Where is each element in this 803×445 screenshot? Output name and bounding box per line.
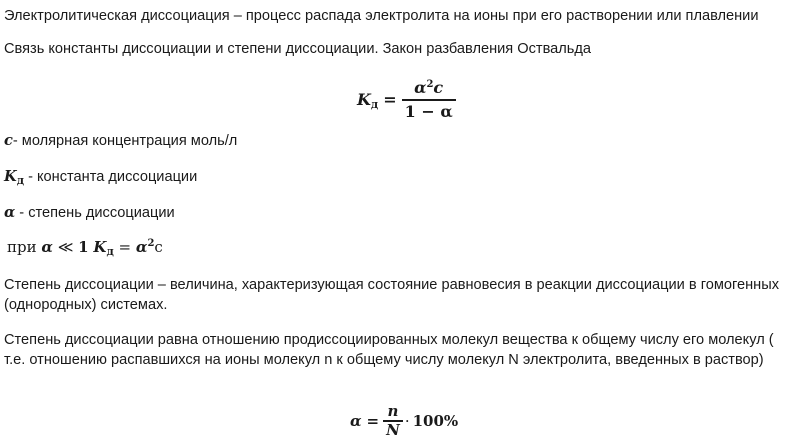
approx-k: $K_д$ xyxy=(93,238,114,258)
degree-dot: · xyxy=(404,411,410,430)
approx-rhs-var: с xyxy=(154,238,163,256)
legend-c xyxy=(4,131,237,151)
approx-relation: ≪ xyxy=(52,238,79,256)
approx-prefix: при xyxy=(7,238,42,256)
k-description: - константа диссоциации xyxy=(24,169,198,185)
approx-one: 1 xyxy=(78,238,89,256)
degree-definition-paragraph: Степень диссоциации – величина, характеризующая состояние равновесия в реакции диссоциации в гомогенных (однородных) системах. xyxy=(4,277,779,313)
c-description: - молярная концентрация моль/л xyxy=(12,133,238,149)
alpha-description: - степень диссоциации xyxy=(15,205,175,221)
degree-denominator: N xyxy=(386,420,400,439)
degree-equals: = xyxy=(366,411,380,430)
equals-sign: = xyxy=(383,90,397,110)
k-symbol: $K_д$ xyxy=(357,90,379,112)
approx-equals: = xyxy=(113,238,136,256)
approx-alpha: α xyxy=(41,238,53,256)
fraction-denominator: 1 − α xyxy=(404,101,453,121)
degree-formula xyxy=(350,403,458,439)
ostwald-heading: Связь константы диссоциации и степени диссоциации. Закон разбавления Оствальда xyxy=(4,41,592,57)
definition-text: Электролитическая диссоциация – процесс распада электролита на ионы при его растворении или плавлении xyxy=(4,8,759,24)
approx-rhs: $\alpha^2$ xyxy=(135,238,155,256)
degree-numerator: n xyxy=(387,402,399,420)
degree-ratio-paragraph: Степень диссоциации равна отношению продиссоциированных молекул вещества к общему числу его молекул ( т.е. отношению распавшихся на ионы молекул n к общему числу молекул N электролита, введенных в раствор) xyxy=(4,332,774,368)
legend-k xyxy=(4,167,197,187)
fraction-numerator: $\alpha^2c$ xyxy=(414,78,444,97)
c-symbol: c xyxy=(4,132,13,149)
degree-alpha: α xyxy=(350,411,362,430)
approximation-formula xyxy=(7,237,163,257)
degree-percent: 100% xyxy=(412,411,459,430)
ostwald-fraction xyxy=(402,78,456,122)
degree-fraction xyxy=(383,403,403,439)
alpha-symbol: α xyxy=(4,204,16,221)
ostwald-formula xyxy=(357,78,456,122)
k-symbol: $K_д$ xyxy=(4,168,25,187)
legend-alpha xyxy=(4,203,175,223)
